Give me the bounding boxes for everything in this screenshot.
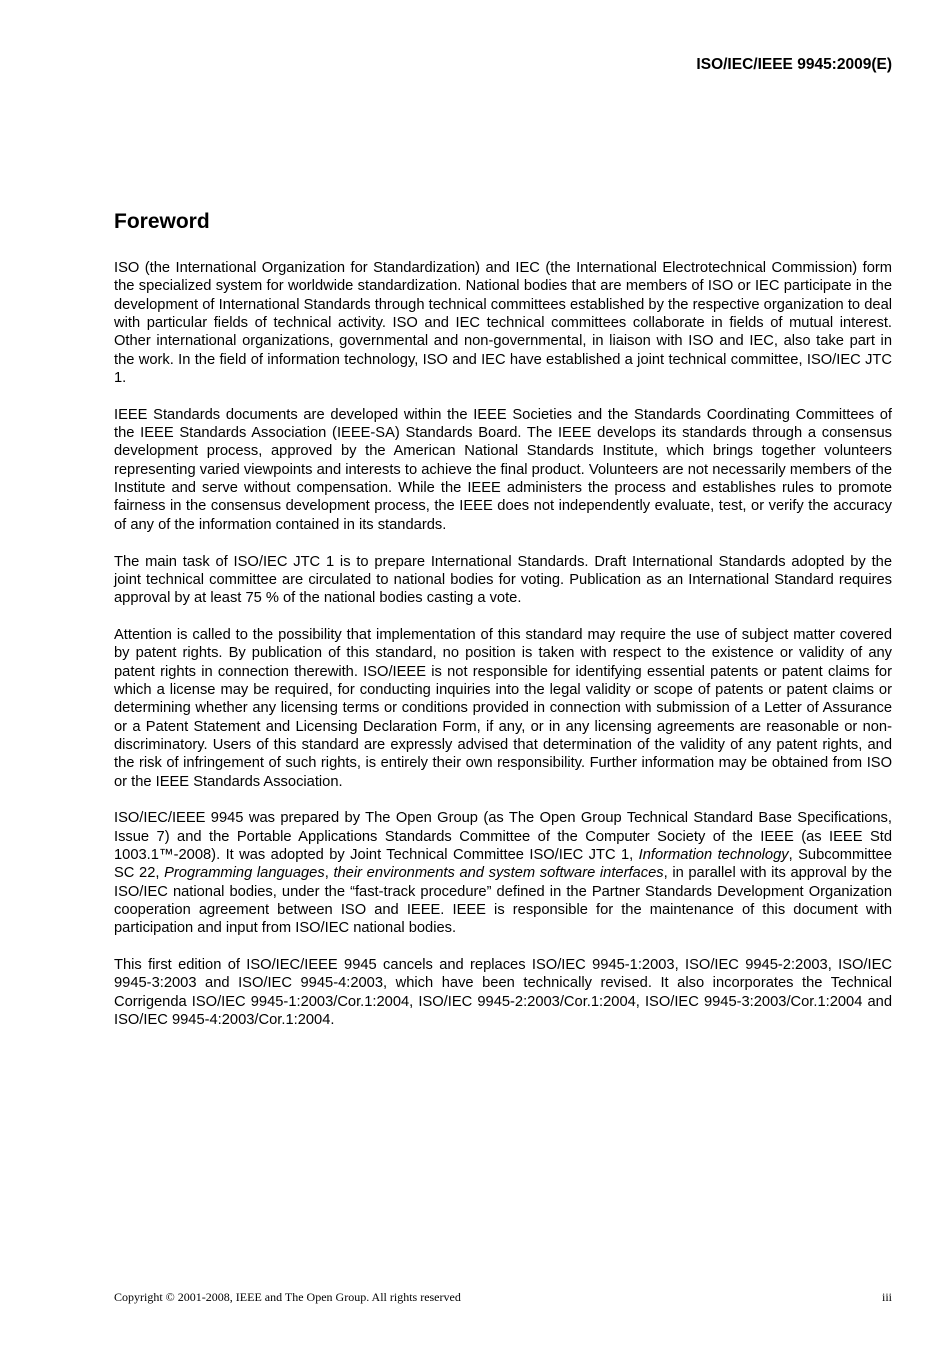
preparation-text-3: , [324, 865, 334, 882]
preparation-italic-3: their environments and system software interfaces [333, 865, 664, 882]
preparation-text-2: , Subcommittee SC 22, [114, 847, 892, 882]
preparation-italic-1: Information technology [638, 847, 789, 863]
page-title: Foreword [114, 210, 210, 233]
document-code-header: ISO/IEC/IEEE 9945:2009(E) [696, 56, 892, 73]
preparation-italic-2: Programming languages [164, 865, 325, 882]
paragraph-iso-iec: ISO (the International Organization for Standardization) and IEC (the International Electrotechnical Commission) form the specialized system for worldwide standardization. National bodies that are members of ISO or IEC participate in the development of International Standards through technical committees established by the respective organization to deal with particular fields of technical activity. ISO and IEC technical committees collaborate in fields of mutual interest. Other international organizations, governmental and non-governmental, in liaison with ISO and IEC, also take part in the work. In the field of information technology, ISO and IEC have established a joint technical committee, ISO/IEC JTC 1. [114, 260, 892, 387]
paragraph-jtc1-task: The main task of ISO/IEC JTC 1 is to prepare International Standards. Draft International Standards adopted by the joint technical committee are circulated to national bodies for voting. Publication as an International Standard requires approval by at least 75 % of the national bodies casting a vote. [114, 553, 892, 607]
footer-copyright: Copyright © 2001-2008, IEEE and The Open Group. All rights reserved [114, 1290, 461, 1304]
paragraph-edition-notice: This first edition of ISO/IEC/IEEE 9945 cancels and replaces ISO/IEC 9945-1:2003, ISO/IEC 9945-2:2003, ISO/IEC 9945-3:2003 and ISO/IEC 9945-4:2003, which have been technically revised. It also incorporates the Technical Corrigenda ISO/IEC 9945-1:2003/Cor.1:2004, ISO/IEC 9945-2:2003/Cor.1:2004, ISO/IEC 9945-3:2003/Cor.1:2004 and ISO/IEC 9945-4:2003/Cor.1:2004. [114, 957, 892, 1029]
preparation-text-1: ISO/IEC/IEEE 9945 was prepared by The Open Group (as The Open Group Technical Standard Base Specifications, Issue 7) and the Portable Applications Standards Committee of the Computer Society of the IEEE (as IEEE Std 1003.1™-2008). It was adopted by Joint Technical Committee ISO/IEC JTC 1, [114, 810, 892, 863]
paragraph-patent-notice: Attention is called to the possibility that implementation of this standard may require the use of subject matter covered by patent rights. By publication of this standard, no position is taken with respect to the existence or validity of any patent rights in connection therewith. ISO/IEEE is not responsible for identifying essential patents or patent claims for which a license may be required, for conducting inquiries into the legal validity or scope of patents or patent claims or determining whether any licensing terms or conditions provided in connection with submission of a Letter of Assurance or a Patent Statement and Licensing Declaration Form, if any, or in any licensing agreements are reasonable or non-discriminatory. Users of this standard are expressly advised that determination of the validity of any patent rights, and the risk of infringement of such rights, is entirely their own responsibility. Further information may be obtained from ISO or the IEEE Standards Association. [114, 626, 892, 790]
foreword-body [114, 259, 892, 1048]
preparation-text-4: , in parallel with its approval by the ISO/IEC national bodies, under the “fast-track procedure” defined in the Partner Standards Development Organization cooperation agreement between ISO and IEEE. IEEE is responsible for the maintenance of this document with participation and input from ISO/IEC national bodies. [114, 865, 893, 937]
paragraph-preparation [114, 809, 892, 937]
footer-page-number: iii [881, 1290, 892, 1304]
paragraph-ieee-standards: IEEE Standards documents are developed within the IEEE Societies and the Standards Coordinating Committees of the IEEE Standards Association (IEEE-SA) Standards Board. The IEEE develops its standards through a consensus development process, approved by the American National Standards Institute, which brings together volunteers representing varied viewpoints and interests to achieve the final product. Volunteers are not necessarily members of the Institute and serve without compensation. While the IEEE administers the process and establishes rules to promote fairness in the consensus development process, the IEEE does not independently evaluate, test, or verify the accuracy of any of the information contained in its standards. [114, 406, 892, 533]
